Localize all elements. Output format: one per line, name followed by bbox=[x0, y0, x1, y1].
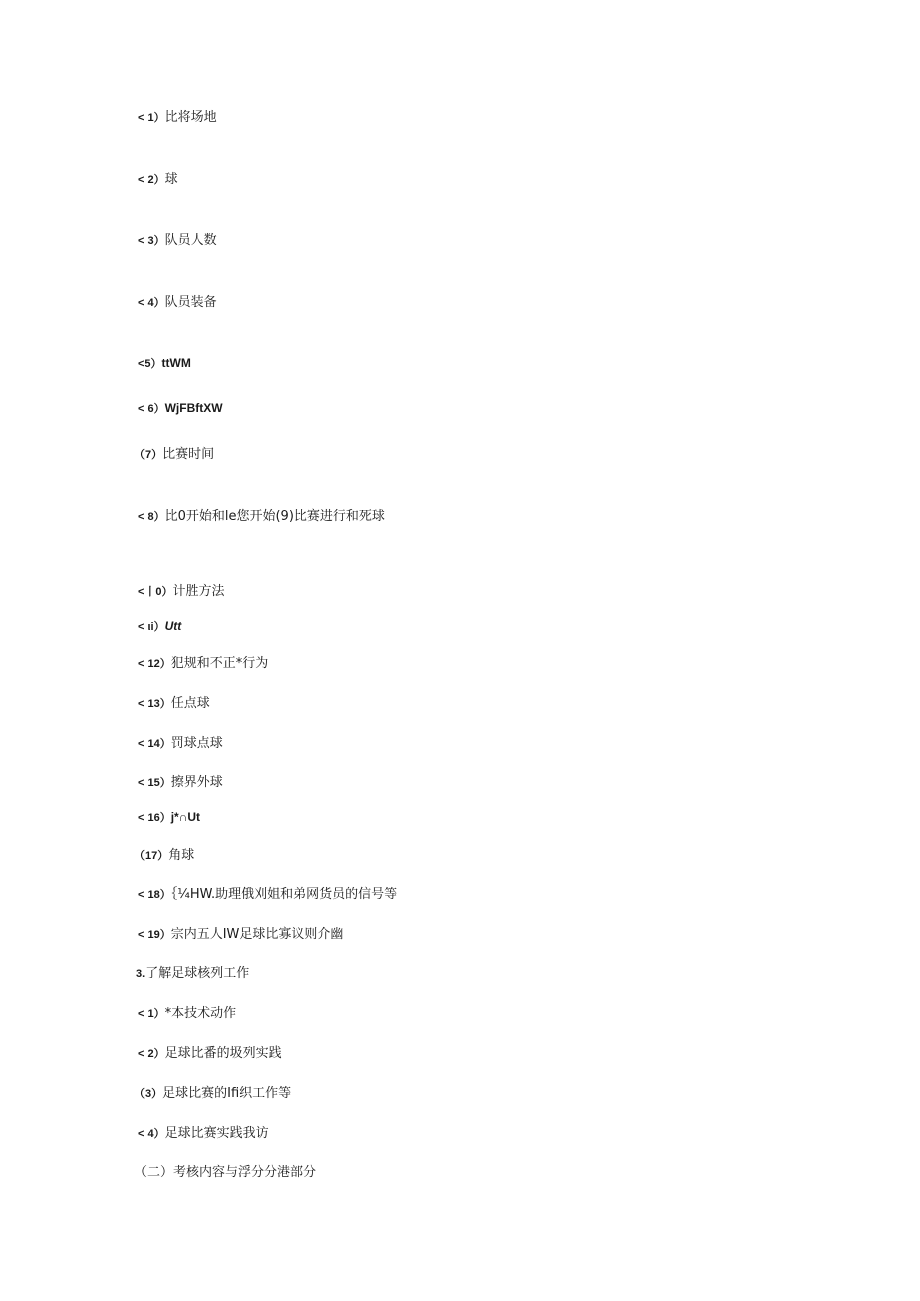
item-text: ｛¼HW.助理俄刈姐和弟网货员的信号等 bbox=[170, 887, 398, 902]
list-item-17 bbox=[134, 848, 194, 864]
item-text: 足球比赛的Ifi织工作等 bbox=[162, 1086, 292, 1101]
section-number: 3. bbox=[136, 968, 146, 980]
item-number: （17） bbox=[134, 850, 169, 862]
item-number: （7） bbox=[134, 449, 163, 461]
item-text: 宗内五人IW足球比寡议则介幽 bbox=[170, 927, 344, 942]
list-item-16 bbox=[138, 809, 200, 826]
list-item-12 bbox=[138, 656, 268, 672]
item-number: < 13） bbox=[138, 698, 171, 710]
list-item-18 bbox=[138, 887, 397, 903]
list-item-8 bbox=[138, 509, 385, 525]
item-number: < 2） bbox=[138, 1048, 165, 1060]
item-number: < 12） bbox=[138, 658, 171, 670]
item-number: < ιi） bbox=[138, 621, 165, 633]
item-number: < 14） bbox=[138, 738, 171, 750]
list-item-14 bbox=[138, 736, 223, 752]
item-text: ttWM bbox=[161, 356, 191, 370]
item-text: 计胜方法 bbox=[172, 584, 225, 599]
list-item-10 bbox=[138, 584, 225, 600]
item-text: WjFBftXW bbox=[164, 401, 223, 415]
item-number: < 4） bbox=[138, 297, 165, 309]
section-heading-3 bbox=[136, 966, 249, 982]
item-text: 比赛时间 bbox=[162, 447, 215, 462]
list-item-7 bbox=[134, 447, 214, 463]
list-item-1 bbox=[138, 110, 217, 126]
item-number: < 2） bbox=[138, 174, 165, 186]
item-number: <5） bbox=[138, 358, 162, 370]
item-number: < 1） bbox=[138, 112, 165, 124]
section-heading-2 bbox=[134, 1165, 316, 1181]
item-text: 足球比番的圾列实践 bbox=[164, 1046, 282, 1061]
item-number: < 3） bbox=[138, 235, 165, 247]
list-item-4 bbox=[138, 295, 217, 311]
item-number: < 16） bbox=[138, 812, 171, 824]
item-text: 球 bbox=[164, 172, 178, 187]
item-text: j*∩Ut bbox=[170, 810, 201, 824]
item-text: 犯规和不正*行为 bbox=[170, 656, 269, 671]
item-text: 足球比赛实践我访 bbox=[164, 1126, 269, 1141]
list-item-11 bbox=[138, 618, 181, 635]
list-item-6 bbox=[138, 400, 223, 417]
sub-item-2 bbox=[138, 1046, 282, 1062]
item-number: < 15） bbox=[138, 777, 171, 789]
item-text: Utt bbox=[164, 619, 182, 633]
section-text: 考核内容与浮分分港部分 bbox=[173, 1165, 317, 1180]
item-text: 任点球 bbox=[170, 696, 210, 711]
list-item-5 bbox=[138, 355, 191, 372]
item-text: *本技术动作 bbox=[164, 1006, 237, 1021]
item-number: < 4） bbox=[138, 1128, 165, 1140]
list-item-2 bbox=[138, 172, 178, 188]
item-text: 队员装备 bbox=[164, 295, 217, 310]
item-text: 队员人数 bbox=[164, 233, 217, 248]
list-item-15 bbox=[138, 775, 223, 791]
item-text: 角球 bbox=[168, 848, 195, 863]
item-text: 擦界外球 bbox=[170, 775, 223, 790]
section-number: （二） bbox=[134, 1165, 174, 1180]
sub-item-3 bbox=[134, 1086, 291, 1102]
sub-item-4 bbox=[138, 1126, 269, 1142]
item-number: <丨0） bbox=[138, 586, 173, 598]
list-item-3 bbox=[138, 233, 217, 249]
list-item-13 bbox=[138, 696, 210, 712]
item-number: < 6） bbox=[138, 403, 165, 415]
sub-item-1 bbox=[138, 1006, 236, 1022]
item-text: 比0开始和le您开始(9)比赛进行和死球 bbox=[164, 509, 385, 524]
item-number: （3） bbox=[134, 1088, 163, 1100]
item-number: < 18） bbox=[138, 889, 171, 901]
section-text: 了解足球核列工作 bbox=[145, 966, 250, 981]
item-number: < 19） bbox=[138, 929, 171, 941]
list-item-19 bbox=[138, 927, 343, 943]
item-number: < 1） bbox=[138, 1008, 165, 1020]
item-text: 比将场地 bbox=[164, 110, 217, 125]
item-text: 罚球点球 bbox=[170, 736, 223, 751]
item-number: < 8） bbox=[138, 511, 165, 523]
